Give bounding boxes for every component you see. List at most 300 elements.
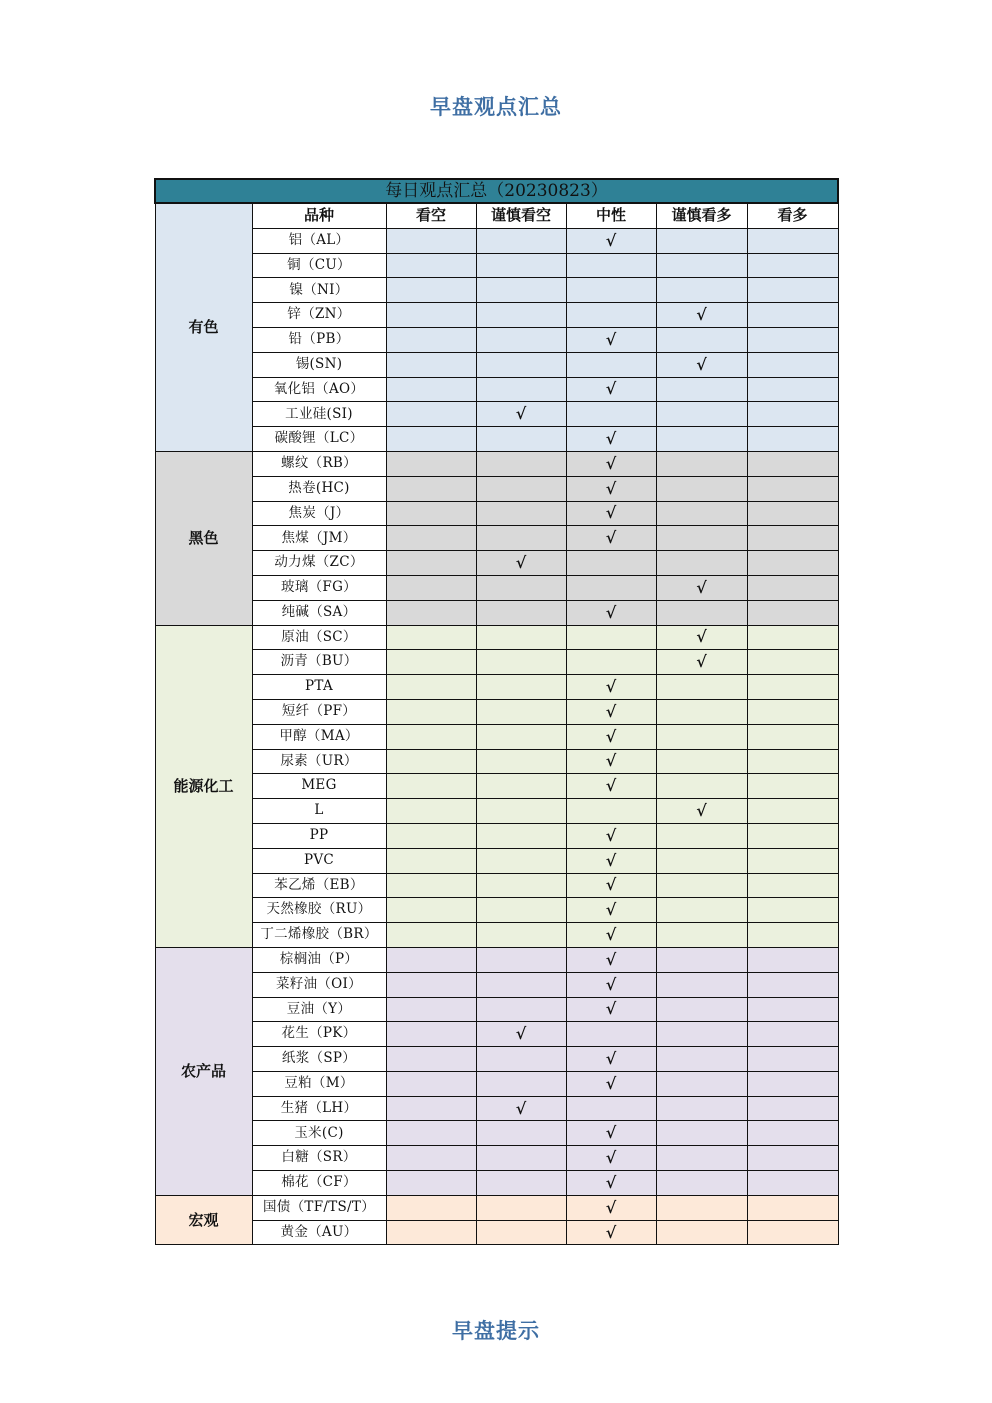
check-mark-cell: √ — [656, 625, 747, 650]
check-mark-cell: √ — [566, 1220, 656, 1245]
table-row — [155, 1022, 838, 1047]
view-cell — [476, 600, 566, 625]
check-mark-cell: √ — [656, 575, 747, 600]
view-cell — [747, 1121, 838, 1146]
table-banner: 每日观点汇总（20230823） — [155, 179, 838, 203]
check-mark-cell: √ — [656, 303, 747, 328]
view-cell — [476, 1220, 566, 1245]
table-row — [155, 228, 838, 253]
check-mark-cell: √ — [656, 799, 747, 824]
check-mark-cell: √ — [476, 1096, 566, 1121]
table-row — [155, 650, 838, 675]
view-cell — [747, 476, 838, 501]
check-mark-cell: √ — [566, 1071, 656, 1096]
view-cell — [747, 1146, 838, 1171]
view-cell — [476, 427, 566, 452]
table-row — [155, 377, 838, 402]
view-cell — [656, 228, 747, 253]
view-cell — [747, 1171, 838, 1196]
table-row — [155, 526, 838, 551]
table-row — [155, 352, 838, 377]
table-row — [155, 451, 838, 476]
check-mark-cell: √ — [566, 873, 656, 898]
view-cell — [386, 327, 476, 352]
view-cell — [656, 1047, 747, 1072]
view-cell — [566, 1096, 656, 1121]
table-row — [155, 278, 838, 303]
view-cell — [747, 749, 838, 774]
item-name: 尿素（UR） — [252, 749, 386, 774]
table-row — [155, 774, 838, 799]
item-name: 短纤（PF） — [252, 699, 386, 724]
item-name: 苯乙烯（EB） — [252, 873, 386, 898]
header-bullish: 看多 — [747, 203, 838, 228]
table-row — [155, 1121, 838, 1146]
item-name: 黄金（AU） — [252, 1220, 386, 1245]
item-name: PTA — [252, 675, 386, 700]
view-cell — [476, 724, 566, 749]
item-name: 碳酸锂（LC） — [252, 427, 386, 452]
view-cell — [656, 377, 747, 402]
view-cell — [476, 947, 566, 972]
item-name: 国债（TF/TS/T） — [252, 1195, 386, 1220]
check-mark-cell: √ — [566, 749, 656, 774]
table-row — [155, 1195, 838, 1220]
item-name: 锌（ZN） — [252, 303, 386, 328]
view-cell — [386, 1071, 476, 1096]
view-cell — [656, 327, 747, 352]
table-row — [155, 947, 838, 972]
check-mark-cell: √ — [566, 724, 656, 749]
view-cell — [656, 600, 747, 625]
item-name: 铅（PB） — [252, 327, 386, 352]
item-name: 玉米(C) — [252, 1121, 386, 1146]
check-mark-cell: √ — [656, 352, 747, 377]
item-name: 棉花（CF） — [252, 1171, 386, 1196]
view-cell — [656, 501, 747, 526]
check-mark-cell: √ — [566, 526, 656, 551]
view-cell — [747, 228, 838, 253]
check-mark-cell: √ — [566, 774, 656, 799]
table-row — [155, 923, 838, 948]
view-cell — [747, 923, 838, 948]
table-row — [155, 724, 838, 749]
view-cell — [656, 724, 747, 749]
view-cell — [747, 526, 838, 551]
view-cell — [656, 749, 747, 774]
view-cell — [747, 972, 838, 997]
group-label: 宏观 — [155, 1195, 252, 1245]
view-cell — [747, 451, 838, 476]
view-cell — [656, 253, 747, 278]
check-mark-cell: √ — [566, 997, 656, 1022]
item-name: 玻璃（FG） — [252, 575, 386, 600]
view-cell — [747, 402, 838, 427]
view-cell — [747, 427, 838, 452]
view-cell — [386, 898, 476, 923]
view-cell — [476, 278, 566, 303]
header-neutral: 中性 — [566, 203, 656, 228]
view-cell — [747, 600, 838, 625]
view-cell — [656, 278, 747, 303]
header-cautious-bearish: 谨慎看空 — [476, 203, 566, 228]
view-cell — [656, 1220, 747, 1245]
view-cell — [386, 675, 476, 700]
table-row — [155, 1071, 838, 1096]
daily-view-summary-table — [154, 178, 839, 1245]
view-cell — [566, 650, 656, 675]
view-cell — [476, 1171, 566, 1196]
view-cell — [656, 1022, 747, 1047]
view-cell — [386, 799, 476, 824]
item-name: 焦煤（JM） — [252, 526, 386, 551]
item-name: 白糖（SR） — [252, 1146, 386, 1171]
view-cell — [747, 253, 838, 278]
view-cell — [386, 1096, 476, 1121]
view-cell — [747, 278, 838, 303]
check-mark-cell: √ — [566, 600, 656, 625]
view-cell — [656, 1096, 747, 1121]
header-bearish: 看空 — [386, 203, 476, 228]
table-row — [155, 402, 838, 427]
view-cell — [747, 675, 838, 700]
table-row — [155, 1171, 838, 1196]
view-cell — [386, 1171, 476, 1196]
view-cell — [656, 699, 747, 724]
view-cell — [566, 551, 656, 576]
item-name: 甲醇（MA） — [252, 724, 386, 749]
check-mark-cell: √ — [566, 1171, 656, 1196]
page-title: 早盘观点汇总 — [430, 95, 562, 119]
view-cell — [386, 774, 476, 799]
view-cell — [386, 947, 476, 972]
table-row — [155, 675, 838, 700]
view-cell — [656, 675, 747, 700]
table-row — [155, 1047, 838, 1072]
view-cell — [747, 327, 838, 352]
view-cell — [386, 625, 476, 650]
view-cell — [747, 1047, 838, 1072]
check-mark-cell: √ — [566, 451, 656, 476]
check-mark-cell: √ — [566, 898, 656, 923]
check-mark-cell: √ — [566, 427, 656, 452]
view-cell — [476, 650, 566, 675]
view-cell — [747, 873, 838, 898]
table-row — [155, 253, 838, 278]
item-name: 纸浆（SP） — [252, 1047, 386, 1072]
check-mark-cell: √ — [566, 1121, 656, 1146]
view-cell — [566, 625, 656, 650]
item-name: 原油（SC） — [252, 625, 386, 650]
view-cell — [476, 501, 566, 526]
view-cell — [386, 600, 476, 625]
view-cell — [476, 1121, 566, 1146]
view-cell — [656, 848, 747, 873]
item-name: 焦炭（J） — [252, 501, 386, 526]
view-cell — [386, 575, 476, 600]
view-cell — [656, 551, 747, 576]
view-cell — [476, 1146, 566, 1171]
view-cell — [476, 377, 566, 402]
item-name: 棕榈油（P） — [252, 947, 386, 972]
view-cell — [476, 575, 566, 600]
view-cell — [747, 1195, 838, 1220]
item-name: 氧化铝（AO） — [252, 377, 386, 402]
view-cell — [386, 923, 476, 948]
table-row — [155, 551, 838, 576]
check-mark-cell: √ — [566, 1047, 656, 1072]
view-cell — [747, 1096, 838, 1121]
view-cell — [656, 1195, 747, 1220]
table-row — [155, 972, 838, 997]
view-cell — [386, 278, 476, 303]
check-mark-cell: √ — [566, 675, 656, 700]
view-cell — [747, 650, 838, 675]
view-cell — [386, 848, 476, 873]
view-cell — [566, 352, 656, 377]
table-row — [155, 327, 838, 352]
check-mark-cell: √ — [566, 848, 656, 873]
view-cell — [747, 352, 838, 377]
view-cell — [386, 253, 476, 278]
table-row — [155, 823, 838, 848]
view-cell — [747, 1022, 838, 1047]
header-row — [155, 203, 838, 228]
item-name: 螺纹（RB） — [252, 451, 386, 476]
view-cell — [747, 1071, 838, 1096]
view-cell — [747, 774, 838, 799]
view-cell — [747, 848, 838, 873]
view-cell — [747, 898, 838, 923]
view-cell — [656, 1171, 747, 1196]
view-cell — [476, 799, 566, 824]
view-cell — [386, 1022, 476, 1047]
table-row — [155, 1220, 838, 1245]
view-cell — [476, 228, 566, 253]
item-name: 锡(SN) — [252, 352, 386, 377]
view-cell — [747, 377, 838, 402]
item-name: MEG — [252, 774, 386, 799]
view-cell — [656, 1146, 747, 1171]
view-cell — [476, 873, 566, 898]
view-cell — [386, 303, 476, 328]
view-cell — [476, 898, 566, 923]
view-cell — [386, 1121, 476, 1146]
item-name: 生猪（LH） — [252, 1096, 386, 1121]
view-cell — [386, 724, 476, 749]
group-label: 有色 — [155, 203, 252, 451]
item-name: 菜籽油（OI） — [252, 972, 386, 997]
view-cell — [476, 352, 566, 377]
item-name: 铝（AL） — [252, 228, 386, 253]
check-mark-cell: √ — [566, 823, 656, 848]
view-cell — [656, 774, 747, 799]
item-name: 天然橡胶（RU） — [252, 898, 386, 923]
view-cell — [476, 476, 566, 501]
view-cell — [476, 699, 566, 724]
view-cell — [476, 972, 566, 997]
view-cell — [386, 451, 476, 476]
check-mark-cell: √ — [566, 1146, 656, 1171]
view-cell — [476, 997, 566, 1022]
item-name: PVC — [252, 848, 386, 873]
check-mark-cell: √ — [566, 501, 656, 526]
check-mark-cell: √ — [566, 327, 656, 352]
table-row — [155, 799, 838, 824]
banner-row — [155, 179, 838, 203]
item-name: 豆粕（M） — [252, 1071, 386, 1096]
check-mark-cell: √ — [566, 972, 656, 997]
header-item: 品种 — [252, 203, 386, 228]
view-cell — [747, 799, 838, 824]
view-cell — [476, 774, 566, 799]
view-cell — [747, 724, 838, 749]
view-cell — [386, 377, 476, 402]
view-cell — [476, 675, 566, 700]
view-cell — [386, 997, 476, 1022]
view-cell — [476, 327, 566, 352]
view-cell — [656, 997, 747, 1022]
table-row — [155, 501, 838, 526]
view-cell — [747, 551, 838, 576]
item-name: 豆油（Y） — [252, 997, 386, 1022]
check-mark-cell: √ — [566, 476, 656, 501]
view-cell — [656, 947, 747, 972]
table-row — [155, 848, 838, 873]
table-row — [155, 1096, 838, 1121]
view-cell — [566, 303, 656, 328]
view-cell — [386, 972, 476, 997]
view-cell — [476, 1071, 566, 1096]
view-cell — [386, 476, 476, 501]
view-cell — [747, 947, 838, 972]
check-mark-cell: √ — [566, 377, 656, 402]
view-cell — [747, 823, 838, 848]
check-mark-cell: √ — [566, 947, 656, 972]
section-title-tips: 早盘提示 — [452, 1319, 540, 1343]
view-cell — [747, 997, 838, 1022]
view-cell — [747, 303, 838, 328]
view-cell — [386, 402, 476, 427]
view-cell — [476, 848, 566, 873]
table-row — [155, 873, 838, 898]
view-cell — [386, 228, 476, 253]
view-cell — [476, 749, 566, 774]
view-cell — [386, 1047, 476, 1072]
check-mark-cell: √ — [476, 551, 566, 576]
check-mark-cell: √ — [476, 402, 566, 427]
item-name: 丁二烯橡胶（BR） — [252, 923, 386, 948]
check-mark-cell: √ — [566, 228, 656, 253]
item-name: L — [252, 799, 386, 824]
view-cell — [476, 823, 566, 848]
group-label: 农产品 — [155, 947, 252, 1195]
view-cell — [386, 650, 476, 675]
view-cell — [566, 1022, 656, 1047]
view-cell — [386, 699, 476, 724]
item-name: 工业硅(SI) — [252, 402, 386, 427]
view-cell — [566, 278, 656, 303]
view-cell — [747, 575, 838, 600]
view-cell — [656, 923, 747, 948]
view-cell — [386, 823, 476, 848]
check-mark-cell: √ — [656, 650, 747, 675]
table-row — [155, 997, 838, 1022]
view-cell — [747, 699, 838, 724]
view-cell — [656, 427, 747, 452]
view-cell — [747, 501, 838, 526]
table-row — [155, 303, 838, 328]
view-cell — [476, 303, 566, 328]
view-cell — [566, 402, 656, 427]
view-cell — [386, 551, 476, 576]
view-cell — [656, 898, 747, 923]
table-row — [155, 575, 838, 600]
table-row — [155, 699, 838, 724]
view-cell — [747, 1220, 838, 1245]
table-row — [155, 749, 838, 774]
view-cell — [476, 625, 566, 650]
view-cell — [476, 1195, 566, 1220]
table-row — [155, 625, 838, 650]
view-cell — [566, 575, 656, 600]
item-name: 纯碱（SA） — [252, 600, 386, 625]
view-cell — [656, 451, 747, 476]
group-label: 能源化工 — [155, 625, 252, 947]
item-name: 花生（PK） — [252, 1022, 386, 1047]
view-cell — [747, 625, 838, 650]
view-cell — [476, 253, 566, 278]
header-cautious-bullish: 谨慎看多 — [656, 203, 747, 228]
view-cell — [656, 873, 747, 898]
view-cell — [386, 352, 476, 377]
table-row — [155, 476, 838, 501]
view-cell — [386, 1146, 476, 1171]
check-mark-cell: √ — [476, 1022, 566, 1047]
view-cell — [386, 1220, 476, 1245]
view-cell — [476, 1047, 566, 1072]
check-mark-cell: √ — [566, 699, 656, 724]
view-cell — [566, 253, 656, 278]
view-cell — [386, 749, 476, 774]
view-cell — [656, 402, 747, 427]
check-mark-cell: √ — [566, 923, 656, 948]
view-cell — [656, 1121, 747, 1146]
view-cell — [656, 1071, 747, 1096]
group-label: 黑色 — [155, 451, 252, 625]
table-row — [155, 600, 838, 625]
view-cell — [656, 823, 747, 848]
view-cell — [656, 972, 747, 997]
view-cell — [386, 873, 476, 898]
view-cell — [386, 526, 476, 551]
view-cell — [566, 799, 656, 824]
view-cell — [386, 501, 476, 526]
view-cell — [656, 526, 747, 551]
item-name: 镍（NI） — [252, 278, 386, 303]
view-cell — [476, 923, 566, 948]
view-cell — [476, 526, 566, 551]
item-name: 铜（CU） — [252, 253, 386, 278]
view-cell — [656, 476, 747, 501]
item-name: 热卷(HC) — [252, 476, 386, 501]
table-row — [155, 898, 838, 923]
view-cell — [476, 451, 566, 476]
table-row — [155, 427, 838, 452]
table-row — [155, 1146, 838, 1171]
item-name: 动力煤（ZC） — [252, 551, 386, 576]
item-name: 沥青（BU） — [252, 650, 386, 675]
